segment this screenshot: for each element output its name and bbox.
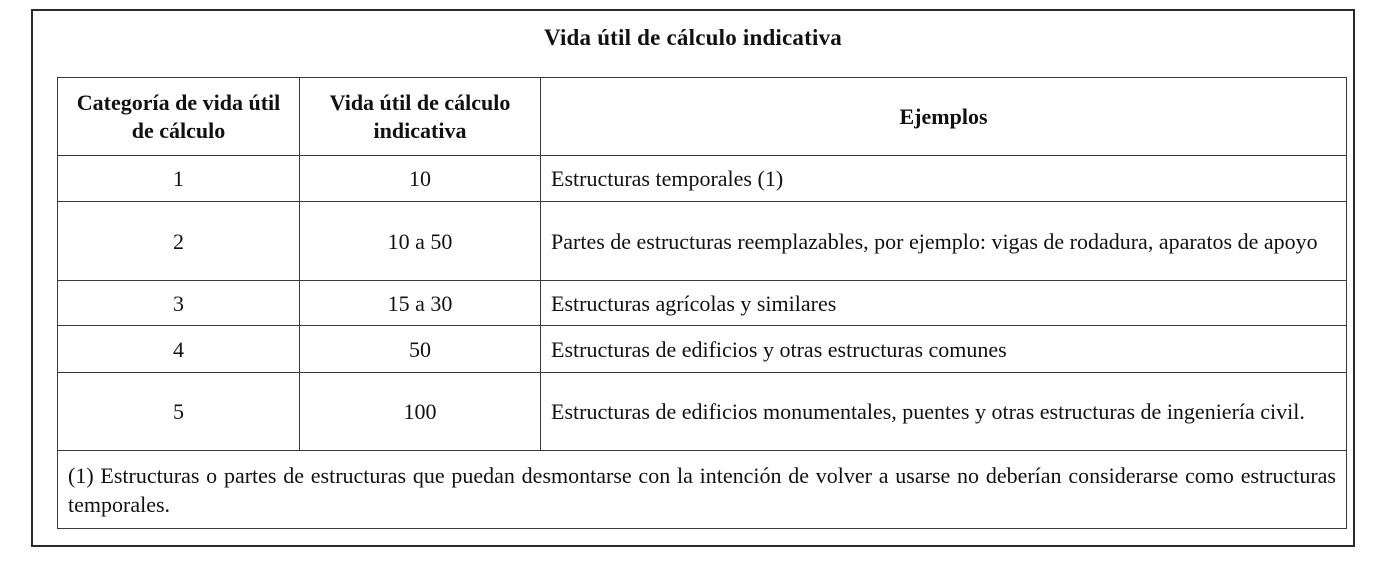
cell-example: Estructuras de edificios monumentales, puentes y otras estructuras de ingeniería civil. xyxy=(541,373,1347,451)
cell-example: Partes de estructuras reemplazables, por ejemplo: vigas de rodadura, aparatos de apoyo xyxy=(541,202,1347,281)
table-title: Vida útil de cálculo indicativa xyxy=(544,25,842,50)
cell-category: 4 xyxy=(58,326,300,373)
footnote-text: (1) Estructuras o partes de estructuras que puedan desmontarse con la intención de volver a usarse no deberían considerarse como estructuras temporales. xyxy=(58,451,1347,529)
cell-category: 1 xyxy=(58,156,300,202)
cell-category: 3 xyxy=(58,281,300,326)
cell-design-life: 50 xyxy=(300,326,541,373)
cell-design-life: 10 a 50 xyxy=(300,202,541,281)
footnote-row xyxy=(58,451,1347,529)
table-row xyxy=(58,326,1347,373)
cell-design-life: 100 xyxy=(300,373,541,451)
table-row xyxy=(58,202,1347,281)
cell-example: Estructuras de edificios y otras estructuras comunes xyxy=(541,326,1347,373)
table-row xyxy=(58,281,1347,326)
table-row xyxy=(58,156,1347,202)
header-design-life: Vida útil de cálculo indicativa xyxy=(300,78,541,156)
cell-category: 5 xyxy=(58,373,300,451)
header-examples: Ejemplos xyxy=(541,78,1347,156)
cell-design-life: 10 xyxy=(300,156,541,202)
document-frame xyxy=(31,9,1355,547)
header-category: Categoría de vida útil de cálculo xyxy=(58,78,300,156)
design-life-table xyxy=(57,77,1347,529)
cell-example: Estructuras agrícolas y similares xyxy=(541,281,1347,326)
cell-category: 2 xyxy=(58,202,300,281)
cell-design-life: 15 a 30 xyxy=(300,281,541,326)
table-row xyxy=(58,373,1347,451)
table-header-row xyxy=(58,78,1347,156)
cell-example: Estructuras temporales (1) xyxy=(541,156,1347,202)
